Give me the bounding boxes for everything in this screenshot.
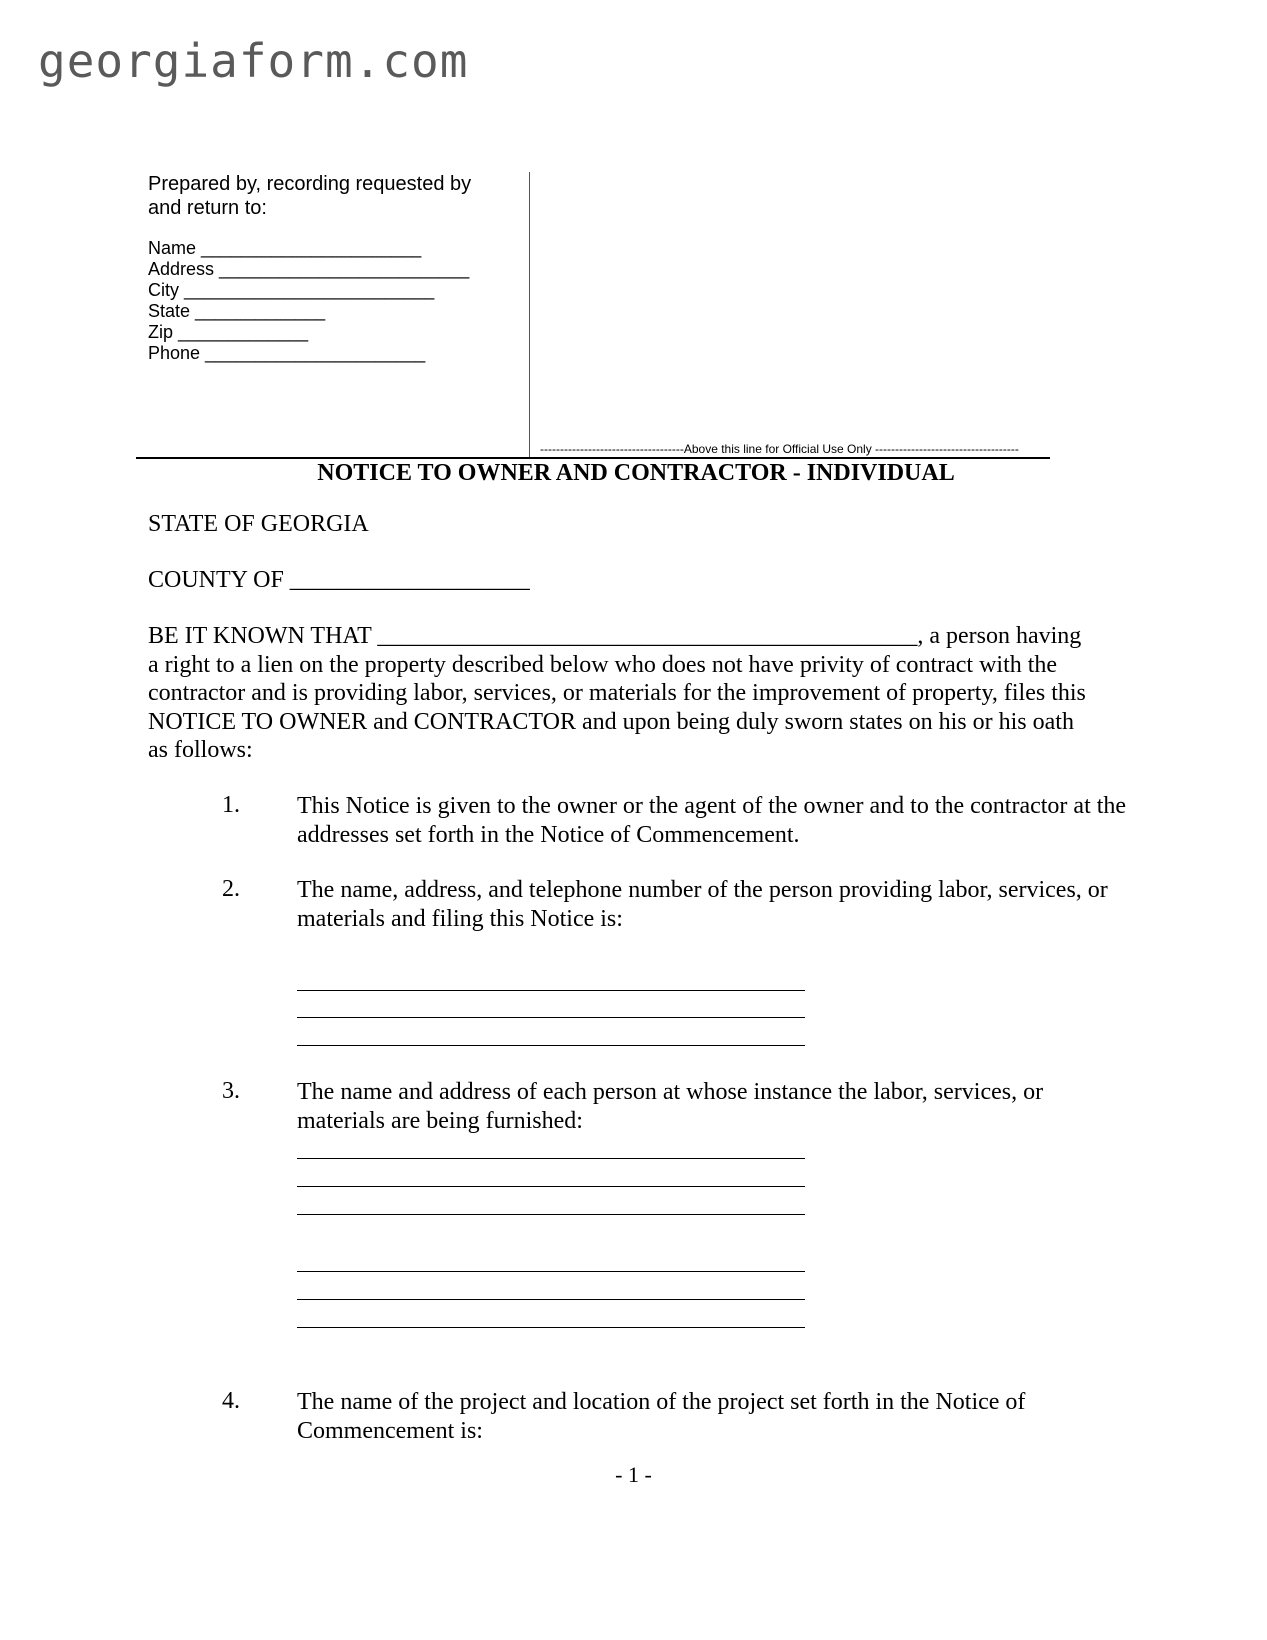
return-address-fields: [148, 238, 508, 364]
blank-line: [297, 1017, 805, 1018]
prepared-by-block: [148, 172, 508, 364]
document-title: NOTICE TO OWNER AND CONTRACTOR - INDIVIDUAL: [317, 460, 955, 486]
state-line: STATE OF GEORGIA: [148, 511, 369, 537]
item-4-number: 4.: [222, 1388, 240, 1414]
item-2-text: The name, address, and telephone number of the person providing labor, services, or materials and filing this Notice is:: [297, 877, 1108, 932]
name-field: Name ______________________: [148, 238, 422, 258]
header-rule: [136, 457, 1050, 459]
item-3-text: The name and address of each person at whose instance the labor, services, or materials are being furnished:: [297, 1079, 1044, 1134]
item-1-text: This Notice is given to the owner or the agent of the owner and to the contractor at the addresses set forth in the Notice of Commencement.: [297, 793, 1127, 848]
page-number: - 1 -: [615, 1462, 652, 1487]
prepared-by-heading: Prepared by, recording requested by and return to:: [148, 173, 472, 219]
blank-line: [297, 1186, 805, 1187]
watermark: georgiaform.com: [38, 34, 469, 88]
blank-line: [297, 1327, 805, 1328]
blank-line: [297, 1045, 805, 1046]
item-3-number: 3.: [222, 1078, 240, 1104]
blank-line: [297, 1158, 805, 1159]
address-field: Address _________________________: [148, 259, 470, 279]
recording-divider: [529, 172, 530, 458]
item-1-number: 1.: [222, 792, 240, 818]
item-4-text: The name of the project and location of the project set forth in the Notice of Commencement is:: [297, 1389, 1026, 1444]
county-line: COUNTY OF ____________________: [148, 567, 530, 593]
blank-line: [297, 990, 805, 991]
item-2-number: 2.: [222, 876, 240, 902]
zip-field: Zip _____________: [148, 322, 309, 342]
blank-line: [297, 1214, 805, 1215]
blank-line: [297, 1271, 805, 1272]
state-field: State _____________: [148, 301, 326, 321]
blank-line: [297, 1299, 805, 1300]
be-it-known-paragraph: BE IT KNOWN THAT _____________________________________________, a person having a right to a lien on the property described below who does not have privity of contract with the contractor and is providing labor, services, or materials for the improvement of property, files this NOTICE TO OWNER and CONTRACTOR and upon being duly sworn states on his or his oath as follows:: [148, 623, 1086, 763]
phone-field: Phone ______________________: [148, 343, 426, 363]
city-field: City _________________________: [148, 280, 435, 300]
official-use-line: ------------------------------------Above this line for Official Use Only ------------------------------------: [540, 442, 1019, 456]
